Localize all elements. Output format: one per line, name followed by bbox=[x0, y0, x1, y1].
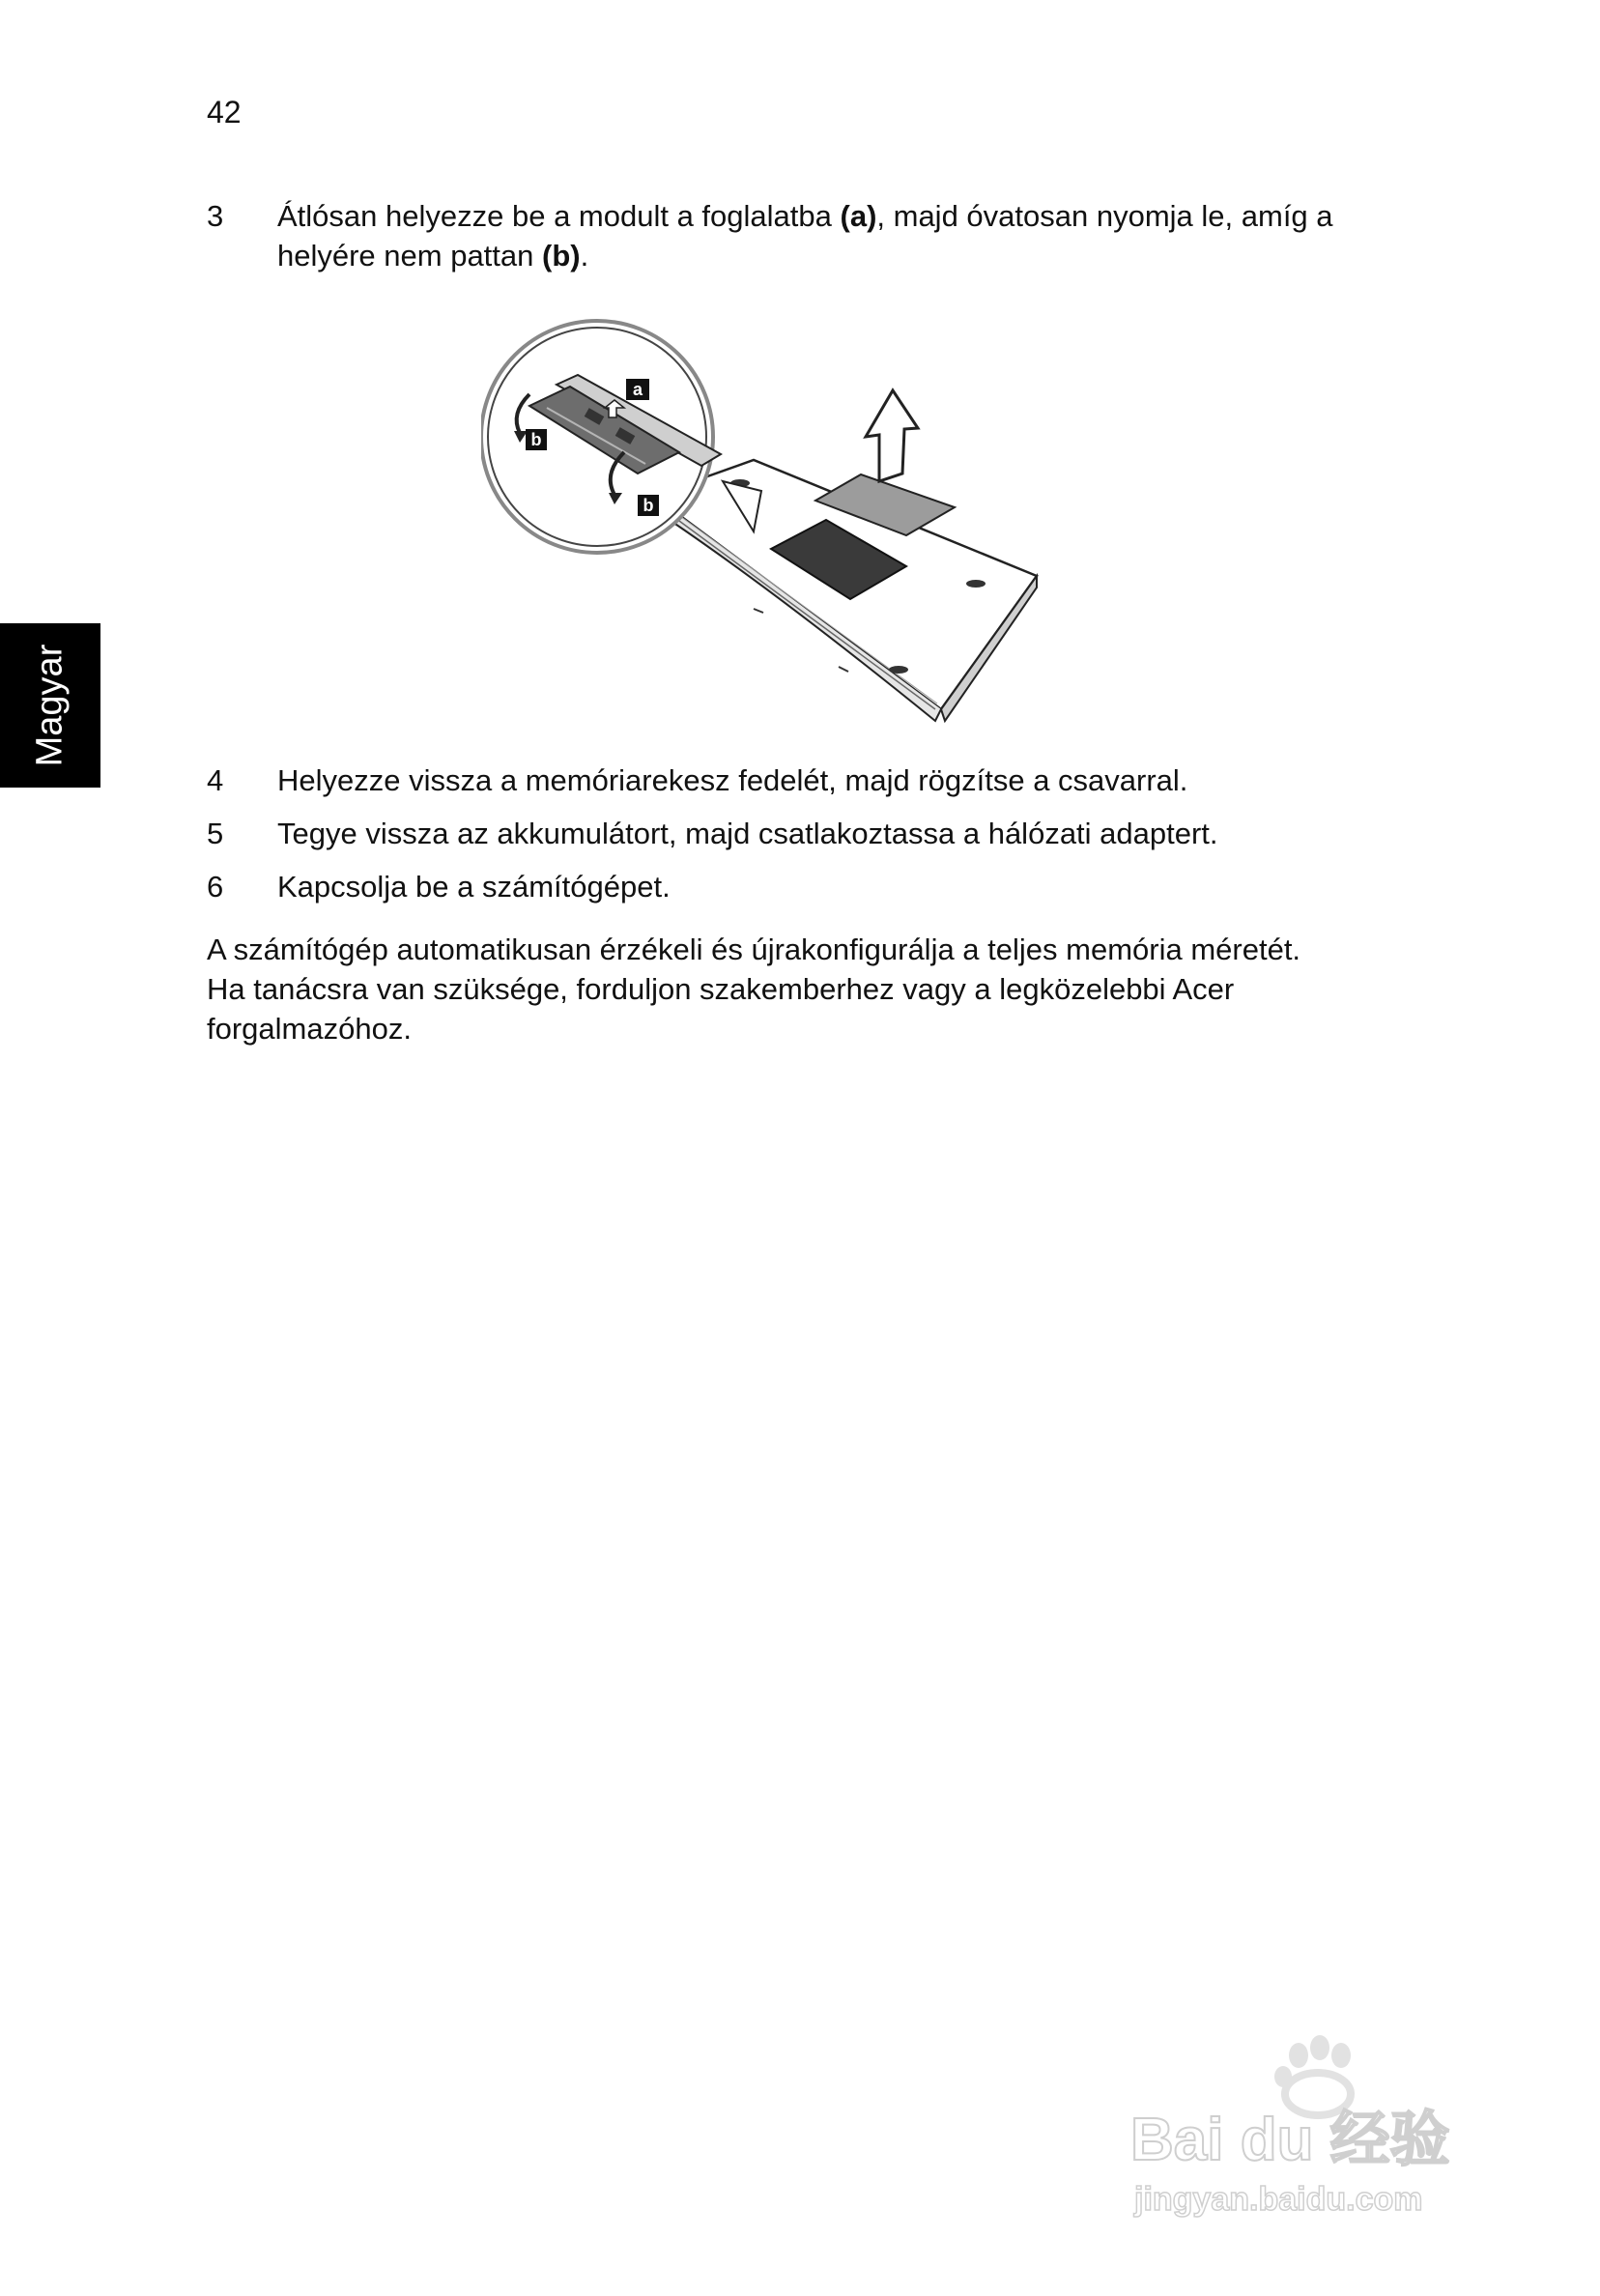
lift-arrow-icon bbox=[866, 390, 918, 481]
paragraph-line: A számítógép automatikusan érzékeli és újrakonfigurálja a teljes memória méretét. bbox=[207, 933, 1301, 966]
page-number: 42 bbox=[207, 95, 242, 129]
step-3-text-part: . bbox=[580, 239, 589, 273]
label-a bbox=[626, 379, 649, 400]
label-a-text: a bbox=[632, 380, 643, 399]
step-3-ref-b: (b) bbox=[542, 239, 581, 273]
label-b-text: b bbox=[530, 430, 542, 449]
step-3-text-part: Átlósan helyezze be a modult a foglalatba bbox=[277, 199, 841, 233]
baidu-watermark bbox=[1121, 2034, 1507, 2227]
paragraph-line: Ha tanácsra van szüksége, forduljon szakemberhez vagy a legközelebbi Acer bbox=[207, 972, 1235, 1006]
step-3-ref-a: (a) bbox=[840, 199, 877, 233]
step-text bbox=[277, 196, 1388, 275]
label-b bbox=[526, 429, 547, 450]
step-number: 6 bbox=[207, 870, 224, 904]
step-number: 4 bbox=[207, 763, 224, 797]
watermark-url: jingyan.baidu.com bbox=[1134, 2181, 1423, 2218]
step-text: Tegye vissza az akkumulátort, majd csatlakoztassa a hálózati adaptert. bbox=[277, 817, 1218, 850]
paw-icon bbox=[1274, 2035, 1351, 2115]
memory-install-illustration bbox=[481, 307, 1080, 725]
watermark-brand: Bai du 经验 bbox=[1130, 2107, 1450, 2173]
step-text: Kapcsolja be a számítógépet. bbox=[277, 870, 671, 904]
step-number: 5 bbox=[207, 817, 224, 850]
step-3-text-part: helyére nem pattan bbox=[277, 239, 543, 273]
step-number: 3 bbox=[207, 199, 224, 233]
language-tab bbox=[0, 623, 100, 788]
label-b bbox=[638, 495, 659, 516]
closing-paragraph bbox=[207, 930, 1414, 1048]
step-3-text-part: , majd óvatosan nyomja le, amíg a bbox=[876, 199, 1333, 233]
language-tab-label: Magyar bbox=[29, 644, 71, 767]
paragraph-line: forgalmazóhoz. bbox=[207, 1012, 412, 1046]
step-text: Helyezze vissza a memóriarekesz fedelét, majd rögzítse a csavarral. bbox=[277, 763, 1188, 797]
label-b-text: b bbox=[643, 496, 654, 515]
